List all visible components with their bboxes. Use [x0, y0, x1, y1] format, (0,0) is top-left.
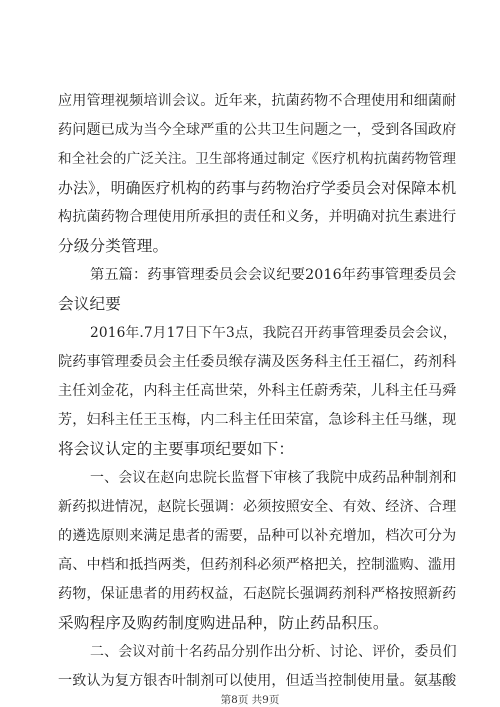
- text-line: 将会议认定的主要事项纪要如下：: [58, 440, 295, 458]
- text-line: 2016年.7月17日下午3点，我院召开药事管理委员会会议，: [90, 325, 457, 341]
- text-line: 药物，保证患者的用药权益，石赵院长强调药剂科严格按照新药: [58, 586, 457, 602]
- section-heading: 会议纪要: [58, 295, 121, 313]
- text-line: 的遴选原则来满足患者的需要，品种可以补充增加，档次可分为: [58, 528, 457, 544]
- section-heading: 第五篇：药事管理委员会会议纪要2016年药事管理委员会: [90, 267, 457, 283]
- text-line: 高、中档和抵挡两类，但药剂科必须严格把关，控制滥购、滥用: [58, 557, 457, 573]
- text-line: 院药事管理委员会主任委员缑存满及医务科主任王福仁，药剂科: [58, 354, 457, 370]
- text-line: 应用管理视频培训会议。近年来，抗菌药物不合理使用和细菌耐: [58, 93, 457, 109]
- text-line: 主任刘金花，内科主任高世荣，外科主任蔚秀荣，儿科主任马舜: [58, 383, 457, 399]
- text-line: 分级分类管理。: [58, 237, 169, 255]
- text-line: 药问题已成为当今全球严重的公共卫生问题之一，受到各国政府: [58, 122, 457, 138]
- text-line: 采购程序及购药制度购进品种，防止药品积压。: [58, 614, 389, 632]
- text-line: 办法》，明确医疗机构的药事与药物治疗学委员会对保障本机: [58, 179, 457, 197]
- text-line: 一、会议在赵向忠院长监督下审核了我院中成药品种制剂和: [90, 470, 457, 486]
- text-line: 芳，妇科主任王玉梅，内二科主任田荣富，急诊科主任马继，现: [58, 412, 457, 428]
- text-line: 新药拟进情况，赵院长强调：必须按照安全、有效、经济、合理: [58, 499, 457, 515]
- text-line: 和全社会的广泛关注。卫生部将通过制定《医疗机构抗菌药物管理: [58, 151, 457, 167]
- text-line: 一致认为复方银杏叶制剂可以使用，但适当控制使用量。氨基酸: [58, 673, 457, 689]
- text-line: 二、会议对前十名药品分别作出分析、讨论、评价，委员们: [90, 644, 457, 660]
- text-line: 构抗菌药物合理使用所承担的责任和义务，并明确对抗生素进行: [58, 209, 457, 225]
- page-number: 第8页 共9页: [220, 694, 280, 706]
